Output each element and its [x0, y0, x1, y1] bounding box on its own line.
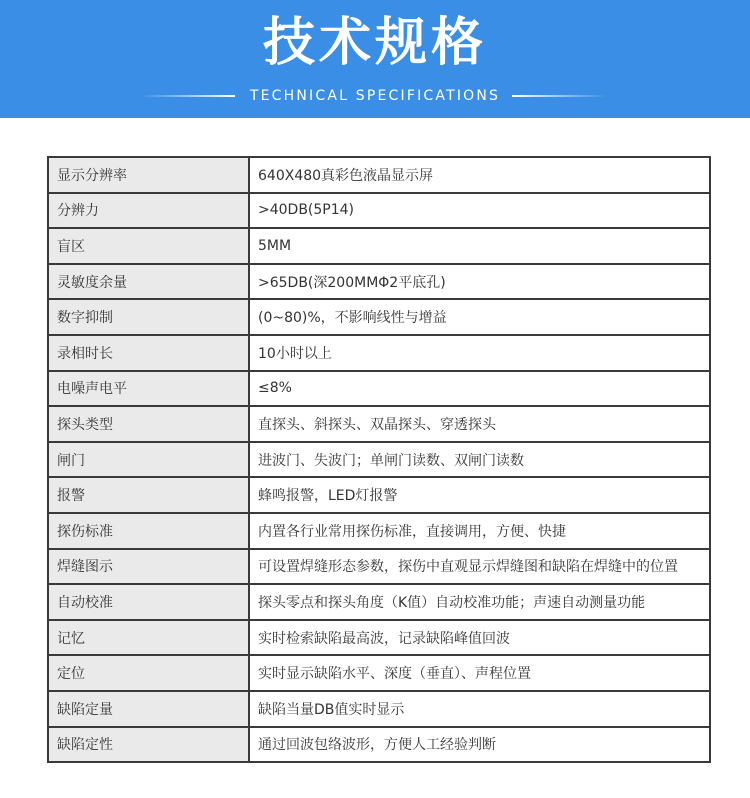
spec-label: 录相时长	[48, 335, 249, 371]
spec-label: 记忆	[48, 620, 249, 656]
spec-row	[48, 371, 710, 407]
spec-label: 缺陷定量	[48, 691, 249, 727]
spec-label: 显示分辨率	[48, 157, 249, 193]
spec-value: 内置各行业常用探伤标准，直接调用，方便、快捷	[249, 513, 710, 549]
spec-row	[48, 264, 710, 300]
spec-label: 定位	[48, 655, 249, 691]
header-banner	[0, 0, 750, 118]
subtitle-row	[0, 86, 750, 106]
spec-label: 闸门	[48, 442, 249, 478]
spec-label: 探伤标准	[48, 513, 249, 549]
spec-row	[48, 513, 710, 549]
spec-value: ≤8%	[249, 371, 710, 407]
spec-row	[48, 477, 710, 513]
spec-row	[48, 549, 710, 585]
spec-value: 实时检索缺陷最高波，记录缺陷峰值回波	[249, 620, 710, 656]
spec-row	[48, 620, 710, 656]
spec-row	[48, 193, 710, 229]
spec-label: 自动校准	[48, 584, 249, 620]
spec-row	[48, 228, 710, 264]
page-subtitle: TECHNICAL SPECIFICATIONS	[249, 88, 501, 104]
spec-value: 10小时以上	[249, 335, 710, 371]
spec-value: 通过回波包络波形，方便人工经验判断	[249, 727, 710, 763]
spec-value: 640X480真彩色液晶显示屏	[249, 157, 710, 193]
specifications-table	[47, 156, 711, 763]
spec-value: >40DB(5P14)	[249, 193, 710, 229]
spec-label: 电噪声电平	[48, 371, 249, 407]
spec-label: 灵敏度余量	[48, 264, 249, 300]
spec-value: 进波门、失波门；单闸门读数、双闸门读数	[249, 442, 710, 478]
spec-value: 可设置焊缝形态参数，探伤中直观显示焊缝图和缺陷在焊缝中的位置	[249, 549, 710, 585]
spec-value: 蜂鸣报警，LED灯报警	[249, 477, 710, 513]
spec-row	[48, 157, 710, 193]
spec-label: 缺陷定性	[48, 727, 249, 763]
spec-value: 5MM	[249, 228, 710, 264]
spec-label: 焊缝图示	[48, 549, 249, 585]
spec-row	[48, 299, 710, 335]
spec-row	[48, 442, 710, 478]
spec-row	[48, 335, 710, 371]
spec-label: 数字抑制	[48, 299, 249, 335]
page-title: 技术规格	[262, 13, 487, 73]
spec-row	[48, 691, 710, 727]
spec-value: 探头零点和探头角度（K值）自动校准功能；声速自动测量功能	[249, 584, 710, 620]
spec-label: 报警	[48, 477, 249, 513]
spec-row	[48, 584, 710, 620]
decorative-line-right	[512, 95, 607, 97]
spec-value: >65DB(深200MMΦ2平底孔)	[249, 264, 710, 300]
spec-label: 分辨力	[48, 193, 249, 229]
spec-label: 探头类型	[48, 406, 249, 442]
spec-value: 直探头、斜探头、双晶探头、穿透探头	[249, 406, 710, 442]
spec-row	[48, 655, 710, 691]
spec-value: 缺陷当量DB值实时显示	[249, 691, 710, 727]
spec-value: (0~80)%，不影响线性与增益	[249, 299, 710, 335]
spec-row	[48, 727, 710, 763]
specifications-table-body	[48, 157, 710, 762]
spec-label: 盲区	[48, 228, 249, 264]
spec-value: 实时显示缺陷水平、深度（垂直）、声程位置	[249, 655, 710, 691]
spec-row	[48, 406, 710, 442]
